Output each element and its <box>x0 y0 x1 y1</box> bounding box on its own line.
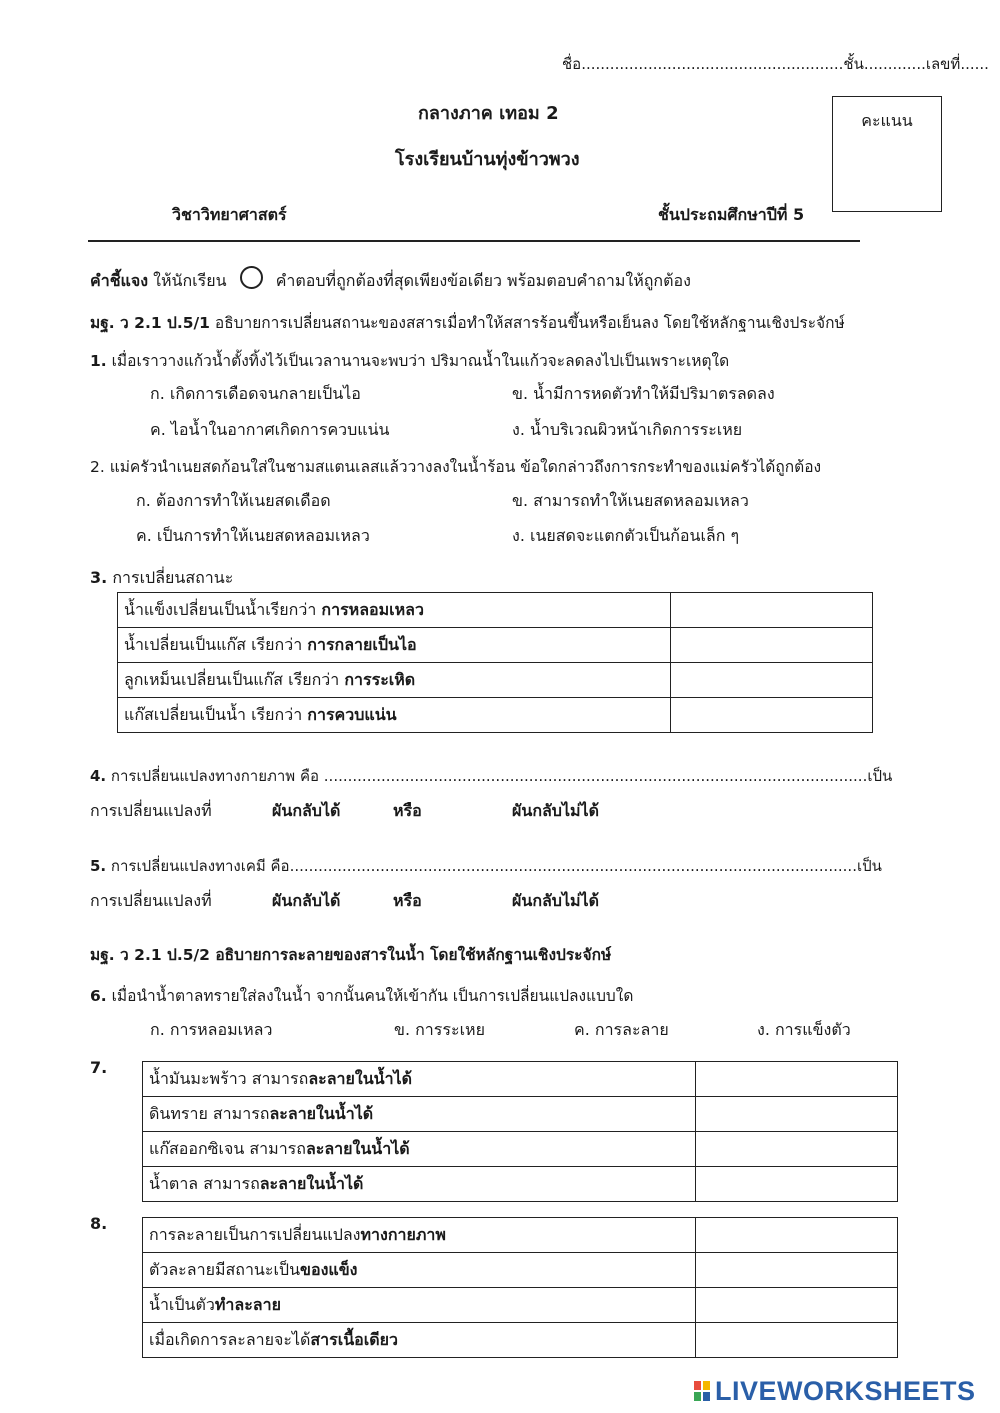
table-row <box>143 1288 898 1323</box>
instructions <box>90 266 691 294</box>
q1-choice-d[interactable]: ง. น้ำบริเวณผิวหน้าเกิดการระเหย <box>512 420 743 439</box>
table-row <box>118 628 873 663</box>
q6-choice-b[interactable]: ข. การระเหย <box>394 1020 485 1039</box>
q8-row-4-answer-box[interactable] <box>696 1323 898 1358</box>
subject-label: วิชาวิทยาศาสตร์ <box>172 205 287 224</box>
question-5 <box>90 854 882 878</box>
standard-1-code: มฐ. ว 2.1 ป.5/1 <box>90 314 210 332</box>
exam-title: กลางภาค เทอม 2 <box>418 103 559 124</box>
q7-row-2-statement: ดินทราย สามารถละลายในน้ำได้ <box>143 1097 696 1132</box>
q4-option-reversible[interactable]: ผันกลับได้ <box>272 801 341 820</box>
liveworksheets-logo-icon <box>694 1381 712 1403</box>
question-8-number: 8. <box>90 1214 108 1233</box>
school-name: โรงเรียนบ้านทุ่งข้าวพวง <box>395 149 580 170</box>
question-6 <box>90 983 633 1008</box>
q3-row-2-statement: น้ำเปลี่ยนเป็นแก๊ส เรียกว่า การกลายเป็นไอ <box>118 628 671 663</box>
q8-row-3-statement: น้ำเป็นตัวทำละลาย <box>143 1288 696 1323</box>
question-5-text[interactable]: การเปลี่ยนแปลงทางเคมี คือ.......................................................................................................................เป็น <box>110 857 882 875</box>
table-row <box>143 1097 898 1132</box>
q7-row-1-answer-box[interactable] <box>696 1062 898 1097</box>
q6-choice-a[interactable]: ก. การหลอมเหลว <box>150 1020 273 1039</box>
question-2-text: 2. แม่ครัวนำเนยสดก้อนใส่ในชามสแตนเลสแล้ววางลงในน้ำร้อน ข้อใดกล่าวถึงการกระทำของแม่ครัวได้ถูกต้อง <box>90 458 822 476</box>
score-box <box>832 96 942 212</box>
table-row <box>143 1062 898 1097</box>
q6-choice-d[interactable]: ง. การแข็งตัว <box>757 1020 851 1039</box>
question-3 <box>90 566 233 591</box>
question-6-number: 6. <box>90 987 107 1005</box>
q4-or: หรือ <box>393 801 422 820</box>
standard-1-text: อธิบายการเปลี่ยนสถานะของสสารเมื่อทำให้สสารร้อนขึ้นหรือเย็นลง โดยใช้หลักฐานเชิงประจักษ์ <box>214 314 845 332</box>
table-row <box>118 698 873 733</box>
q1-choice-c[interactable]: ค. ไอน้ำในอากาศเกิดการควบแน่น <box>150 420 390 439</box>
q5-option-irreversible[interactable]: ผันกลับไม่ได้ <box>512 891 599 910</box>
q5-line2: การเปลี่ยนแปลงที่ <box>90 891 212 910</box>
q3-row-4-statement: แก๊สเปลี่ยนเป็นน้ำ เรียกว่า การควบแน่น <box>118 698 671 733</box>
q1-choice-b[interactable]: ข. น้ำมีการหดตัวทำให้มีปริมาตรลดลง <box>512 384 775 403</box>
q3-row-3-statement: ลูกเหม็นเปลี่ยนเป็นแก๊ส เรียกว่า การระเหิด <box>118 663 671 698</box>
q1-choice-a[interactable]: ก. เกิดการเดือดจนกลายเป็นไอ <box>150 384 361 403</box>
q4-line2: การเปลี่ยนแปลงที่ <box>90 801 212 820</box>
q5-option-reversible[interactable]: ผันกลับได้ <box>272 891 341 910</box>
question-3-text: การเปลี่ยนสถานะ <box>112 568 234 587</box>
liveworksheets-logo-text: LIVEWORKSHEETS <box>715 1376 976 1406</box>
question-1-text: เมื่อเราวางแก้วน้ำตั้งทิ้งไว้เป็นเวลานานจะพบว่า ปริมาณน้ำในแก้วจะลดลงไปเป็นเพราะเหตุใด <box>111 352 730 370</box>
table-row <box>143 1253 898 1288</box>
q2-choice-d[interactable]: ง. เนยสดจะแตกตัวเป็นก้อนเล็ก ๆ <box>512 526 740 545</box>
q7-row-3-statement: แก๊สออกซิเจน สามารถละลายในน้ำได้ <box>143 1132 696 1167</box>
instructions-label: คำชี้แจง <box>90 271 149 290</box>
header-divider <box>88 240 860 242</box>
table-row <box>143 1132 898 1167</box>
q3-row-3-answer-box[interactable] <box>671 663 873 698</box>
score-label: คะแนน <box>861 111 913 130</box>
q8-row-3-answer-box[interactable] <box>696 1288 898 1323</box>
q4-option-irreversible[interactable]: ผันกลับไม่ได้ <box>512 801 599 820</box>
question-4-text[interactable]: การเปลี่ยนแปลงทางกายภาพ คือ ..................................................................................................................เป็น <box>110 767 893 785</box>
liveworksheets-logo[interactable] <box>694 1376 976 1407</box>
question-1-number: 1. <box>90 352 107 370</box>
q8-row-2-statement: ตัวละลายมีสถานะเป็นของแข็ง <box>143 1253 696 1288</box>
q3-row-4-answer-box[interactable] <box>671 698 873 733</box>
grade-label: ชั้นประถมศึกษาปีที่ 5 <box>658 205 805 224</box>
q8-row-2-answer-box[interactable] <box>696 1253 898 1288</box>
question-5-number: 5. <box>90 857 107 875</box>
q2-choice-b[interactable]: ข. สามารถทำให้เนยสดหลอมเหลว <box>512 491 749 510</box>
q3-table <box>117 592 873 733</box>
table-row <box>118 663 873 698</box>
question-4-number: 4. <box>90 767 107 785</box>
q7-table <box>142 1061 898 1202</box>
q7-row-3-answer-box[interactable] <box>696 1132 898 1167</box>
table-row <box>143 1167 898 1202</box>
standard-2 <box>90 942 611 967</box>
table-row <box>118 593 873 628</box>
q8-row-1-statement: การละลายเป็นการเปลี่ยนแปลงทางกายภาพ <box>143 1218 696 1253</box>
question-7-number: 7. <box>90 1058 108 1077</box>
q7-row-2-answer-box[interactable] <box>696 1097 898 1132</box>
q7-row-1-statement: น้ำมันมะพร้าว สามารถละลายในน้ำได้ <box>143 1062 696 1097</box>
q8-row-1-answer-box[interactable] <box>696 1218 898 1253</box>
q2-choice-a[interactable]: ก. ต้องการทำให้เนยสดเดือด <box>136 491 331 510</box>
table-row <box>143 1323 898 1358</box>
instructions-text-before: ให้นักเรียน <box>153 271 227 290</box>
question-3-number: 3. <box>90 568 108 587</box>
q8-table <box>142 1217 898 1358</box>
q8-row-4-statement: เมื่อเกิดการละลายจะได้สารเนื้อเดียว <box>143 1323 696 1358</box>
standard-2-code: มฐ. ว 2.1 ป.5/2 <box>90 946 210 964</box>
q7-row-4-answer-box[interactable] <box>696 1167 898 1202</box>
table-row <box>143 1218 898 1253</box>
standard-2-text: อธิบายการละลายของสารในน้ำ โดยใช้หลักฐานเชิงประจักษ์ <box>215 946 612 964</box>
standard-1 <box>90 310 845 335</box>
q2-choice-c[interactable]: ค. เป็นการทำให้เนยสดหลอมเหลว <box>136 526 370 545</box>
student-info-line: ชื่อ.......................................................ชั้น.............เลขที่...... <box>562 55 989 73</box>
q6-choice-c[interactable]: ค. การละลาย <box>574 1020 669 1039</box>
q5-or: หรือ <box>393 891 422 910</box>
q7-row-4-statement: น้ำตาล สามารถละลายในน้ำได้ <box>143 1167 696 1202</box>
question-4 <box>90 764 892 788</box>
q3-row-2-answer-box[interactable] <box>671 628 873 663</box>
circle-icon <box>240 266 263 289</box>
instructions-text-after: คำตอบที่ถูกต้องที่สุดเพียงข้อเดียว พร้อมตอบคำถามให้ถูกต้อง <box>275 271 691 290</box>
question-1 <box>90 348 729 373</box>
q3-row-1-answer-box[interactable] <box>671 593 873 628</box>
question-6-text: เมื่อนำน้ำตาลทรายใส่ลงในน้ำ จากนั้นคนให้เข้ากัน เป็นการเปลี่ยนแปลงแบบใด <box>111 987 634 1005</box>
q3-row-1-statement: น้ำแข็งเปลี่ยนเป็นน้ำเรียกว่า การหลอมเหลว <box>118 593 671 628</box>
